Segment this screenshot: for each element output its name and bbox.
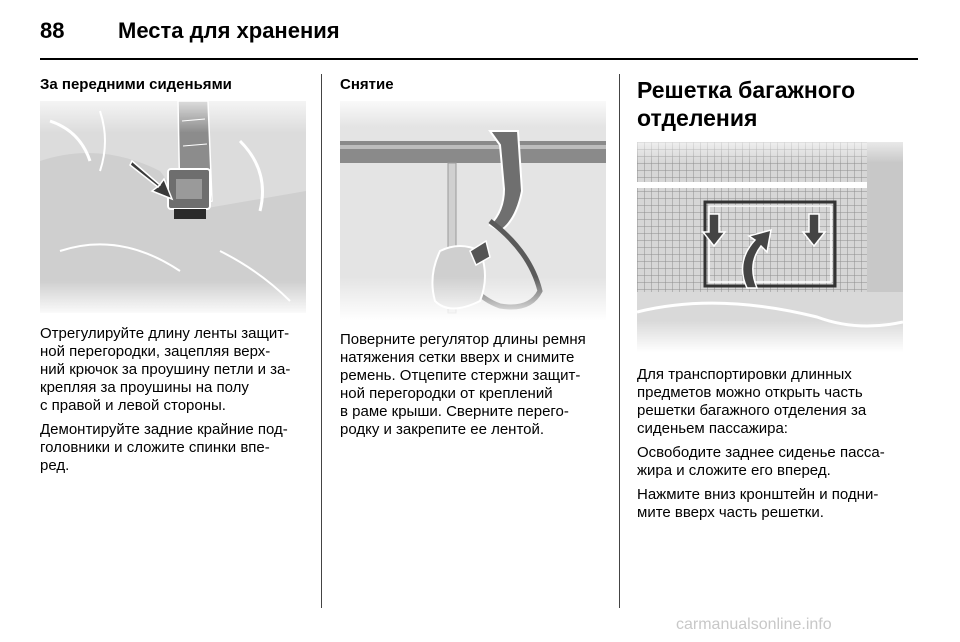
paragraph-lift-grille: Нажмите вниз кронштейн и подни- мите вверх часть решетки. <box>637 486 879 521</box>
illustration-strap-hook <box>40 101 306 313</box>
chapter-title: Места для хранения <box>118 18 340 43</box>
paragraph-removal-steps: Поверните регулятор длины ремня натяжения сетки вверх и снимите ремень. Отцепите стержни защит- ной перегородки от креплений в раме крыши. Сверните перего- родку и закрепите ее лентой. <box>340 331 586 438</box>
header-divider <box>40 58 918 60</box>
column-divider-2 <box>619 74 620 608</box>
page-header <box>0 0 960 62</box>
section-subheading: Снятие <box>340 76 394 93</box>
paragraph-remove-headrests: Демонтируйте задние крайние под- головники и сложите спинки впе- ред. <box>40 421 288 474</box>
illustration-roof-hook <box>340 101 606 321</box>
section-heading-line1: Решетка багажного <box>637 77 856 103</box>
section-heading-line2: отделения <box>637 105 758 131</box>
column-divider-1 <box>321 74 322 608</box>
column-cargo-grille <box>637 76 905 528</box>
illustration-cargo-grille <box>637 142 903 352</box>
column-seat-belt-adjust <box>40 76 306 481</box>
section-subheading: За передними сиденьями <box>40 76 232 93</box>
section-heading <box>637 76 905 132</box>
page-number: 88 <box>40 18 65 43</box>
paragraph-long-items: Для транспортировки длинных предметов можно открыть часть решетки багажного отделения за сиденьем пассажира: <box>637 366 867 437</box>
column-removal <box>340 76 606 445</box>
watermark-text: carmanualsonline.info <box>676 616 832 633</box>
paragraph-fold-seat: Освободите заднее сиденье пасса- жира и сложите его вперед. <box>637 444 885 479</box>
paragraph-adjust-strap: Отрегулируйте длину ленты защит- ной перегородки, зацепляя верх- ний крючок за проушину петли и за- крепляя за проушины на полу с правой и левой стороны. <box>40 325 291 414</box>
